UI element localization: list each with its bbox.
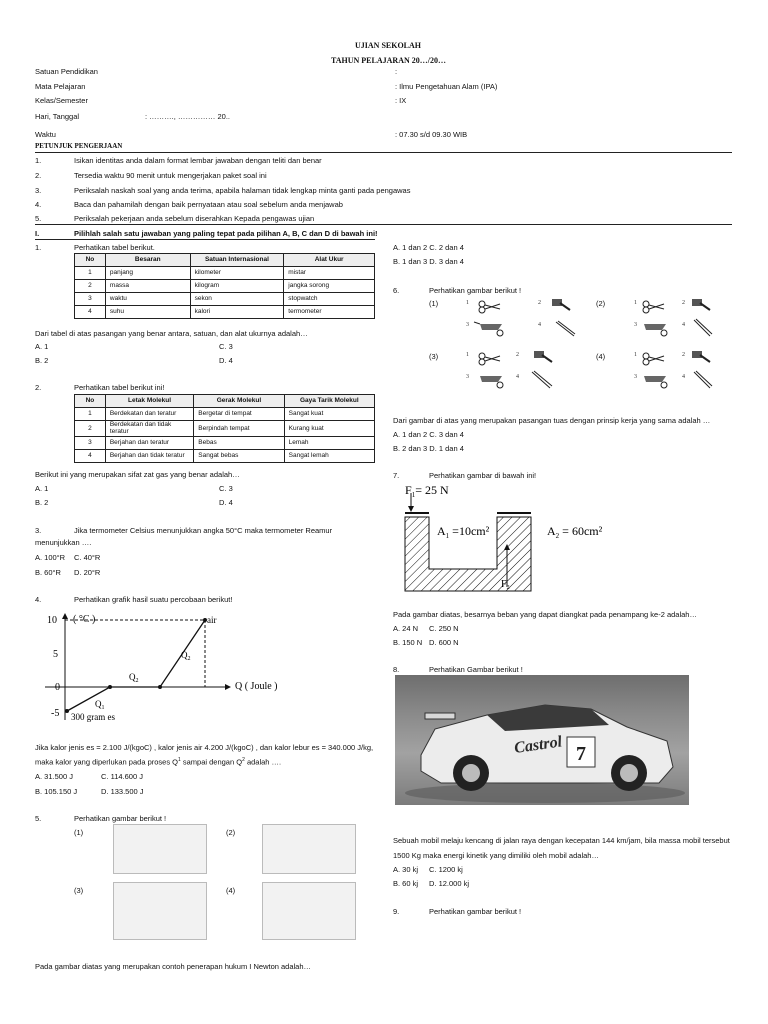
table-header-cell: Satuan Internasional <box>190 254 284 267</box>
table-cell: Berjahan dan tidak teratur <box>105 449 193 462</box>
q2-option-b[interactable]: B. 2 <box>35 498 49 507</box>
table-row <box>75 293 375 306</box>
q1-number: 1. <box>35 243 42 252</box>
tweezers-icon <box>694 319 712 336</box>
q9-number: 9. <box>393 907 400 916</box>
wheelbarrow-icon <box>480 376 503 388</box>
identity-kelas-label: Kelas/Semester <box>35 96 88 105</box>
y-tick-10: 10 <box>47 615 57 626</box>
q8-option-a[interactable]: A. 30 kj <box>393 865 419 874</box>
q8-intro: Perhatikan Gambar berikut ! <box>429 665 523 674</box>
table-row <box>75 449 375 462</box>
q6-question: Dari gambar di atas yang merupakan pasangan tuas dengan prinsip kerja yang sama adalah … <box>393 416 711 425</box>
q6-label-2: (2) <box>596 299 606 308</box>
identity-waktu-value: : 07.30 s/d 09.30 WIB <box>395 130 468 139</box>
q3-option-d[interactable]: D. 20°R <box>74 568 101 577</box>
q5-intro: Perhatikan gambar berikut ! <box>74 814 167 823</box>
table-cell: Bergetar di tempat <box>194 408 284 421</box>
q2-question: Berikut ini yang merupakan sifat zat gas yang benar adalah… <box>35 470 240 479</box>
section-number: I. <box>35 229 40 238</box>
table-row <box>75 280 375 293</box>
q6-label-1: (1) <box>429 299 439 308</box>
q4-option-d[interactable]: D. 133.500 J <box>101 787 144 796</box>
petunjuk-item-number: 5. <box>35 214 42 223</box>
svg-text:2: 2 <box>682 352 685 358</box>
table-row <box>75 306 375 319</box>
table-cell: kilogram <box>190 280 284 293</box>
identity-satuan-label: Satuan Pendidikan <box>35 67 98 76</box>
q3-number: 3. <box>35 526 42 535</box>
exam-year: TAHUN PELAJARAN 20…/20… <box>331 56 446 65</box>
table-cell: Sangat lemah <box>284 449 374 462</box>
q5-image-4 <box>262 882 356 940</box>
wheelbarrow-icon <box>644 376 667 388</box>
table-cell: suhu <box>105 306 190 319</box>
label-q2: $Q_2$ <box>129 672 139 684</box>
q8-option-b[interactable]: B. 60 kj <box>393 879 419 888</box>
svg-text:1: 1 <box>634 300 637 306</box>
table-cell: Kurang kuat <box>284 421 374 437</box>
q6-tools-2 <box>630 296 730 340</box>
divider <box>35 224 732 225</box>
q8-rally-car-photo <box>395 675 689 805</box>
table-cell: 3 <box>75 293 106 306</box>
q6-label-4: (4) <box>596 352 606 361</box>
q4-text-1: Jika kalor jenis es = 2.100 J/(kgoC) , kalor jenis air 4.200 J/(kgoC) , dan kalor lebur es = 340.000 J/kg, <box>35 743 374 752</box>
q5-question: Pada gambar diatas yang merupakan contoh penerapan hukum I Newton adalah… <box>35 962 312 971</box>
svg-text:1: 1 <box>466 300 469 306</box>
q5-label-4: (4) <box>226 886 236 895</box>
svg-text:4: 4 <box>538 322 541 328</box>
table-cell: termometer <box>284 306 375 319</box>
q5-label-2: (2) <box>226 828 236 837</box>
q7-option-b[interactable]: B. 150 N <box>393 638 423 647</box>
svg-text:4: 4 <box>682 374 685 380</box>
petunjuk-item-number: 2. <box>35 171 42 180</box>
petunjuk-item-number: 4. <box>35 200 42 209</box>
section-instruction: Pilihlah salah satu jawaban yang paling tepat pada pilihan A, B, C dan D di bawah ini! <box>74 229 378 238</box>
q6-options-1[interactable]: A. 1 dan 2 C. 3 dan 4 <box>393 430 464 439</box>
scissors-icon <box>479 353 500 365</box>
divider <box>35 239 375 240</box>
table-cell: mistar <box>284 267 375 280</box>
table-row <box>75 408 375 421</box>
bottle-opener-icon <box>692 299 710 310</box>
q2-intro: Perhatikan tabel berikut ini! <box>74 383 165 392</box>
bottle-opener-icon <box>552 299 570 310</box>
q8-option-d[interactable]: D. 12.000 kj <box>429 879 470 888</box>
q5-number: 5. <box>35 814 42 823</box>
q7-option-d[interactable]: D. 600 N <box>429 638 459 647</box>
table-cell: waktu <box>105 293 190 306</box>
petunjuk-item-number: 3. <box>35 186 42 195</box>
wheelbarrow-icon <box>644 324 667 336</box>
scissors-icon <box>643 353 664 365</box>
q6-options-2[interactable]: B. 2 dan 3 D. 1 dan 4 <box>393 444 464 453</box>
q2-option-d[interactable]: D. 4 <box>219 498 233 507</box>
table-cell: massa <box>105 280 190 293</box>
table-cell: Lemah <box>284 436 374 449</box>
q4-intro: Perhatikan grafik hasil suatu percobaan berikut! <box>74 595 233 604</box>
label-a2: $A_2 = 60cm^2$ <box>547 524 603 540</box>
identity-hari-label: Hari, Tanggal <box>35 112 80 121</box>
table-cell: 1 <box>75 267 106 280</box>
x-axis-label: Q ( Joule ) <box>235 681 278 692</box>
q8-option-c[interactable]: C. 1200 kj <box>429 865 463 874</box>
table-header-cell: No <box>75 395 106 408</box>
table-cell: kilometer <box>190 267 284 280</box>
table-cell: 2 <box>75 421 106 437</box>
q2-option-c[interactable]: C. 3 <box>219 484 233 493</box>
label-q1: $Q_1$ <box>95 699 105 711</box>
q7-hydraulic-diagram <box>393 483 693 598</box>
identity-mapel-value: : Ilmu Pengetahuan Alam (IPA) <box>395 82 498 91</box>
q2-option-a[interactable]: A. 1 <box>35 484 49 493</box>
table-cell: Sangat bebas <box>194 449 284 462</box>
scissors-icon <box>643 301 664 313</box>
q8-text-1: Sebuah mobil melaju kencang di jalan raya dengan kecepatan 144 km/jam, bila massa mobil tersebut <box>393 836 730 845</box>
table-row <box>75 421 375 437</box>
table-cell: Berdekatan dan teratur <box>105 408 193 421</box>
car-brand: Castrol <box>513 733 564 757</box>
q8-number: 8. <box>393 665 400 674</box>
y-tick-minus5: -5 <box>51 708 60 719</box>
table-cell: 4 <box>75 306 106 319</box>
q7-option-a[interactable]: A. 24 N <box>393 624 419 633</box>
q5-label-3: (3) <box>74 886 84 895</box>
q8-text-2: 1500 Kg maka energi kinetik yang dimiliki oleh mobil adalah… <box>393 851 599 860</box>
q2-number: 2. <box>35 383 42 392</box>
table-row <box>75 436 375 449</box>
label-f2: $F_2$ <box>501 579 510 591</box>
svg-text:4: 4 <box>682 322 685 328</box>
svg-text:3: 3 <box>466 322 469 328</box>
petunjuk-item-number: 1. <box>35 156 42 165</box>
q5-image-1 <box>113 824 207 874</box>
svg-text:4: 4 <box>516 374 519 380</box>
car-number: 7 <box>576 743 586 765</box>
q7-question: Pada gambar diatas, besarnya beban yang dapat diangkat pada penampang ke-2 adalah… <box>393 610 697 619</box>
tweezers-icon <box>556 321 575 336</box>
svg-text:1: 1 <box>634 352 637 358</box>
q1-option-b[interactable]: B. 2 <box>35 356 49 365</box>
petunjuk-item-text: Periksalah naskah soal yang anda terima, apabila halaman tidak lengkap minta ganti pada pengawas <box>74 186 411 195</box>
table-header-cell: Alat Ukur <box>284 254 375 267</box>
q4-number: 4. <box>35 595 42 604</box>
q3-text-1: Jika termometer Celsius menunjukkan angka 50°C maka termometer Reamur <box>74 526 333 535</box>
q6-tools-1 <box>460 296 580 340</box>
q4-option-b[interactable]: B. 105.150 J <box>35 787 78 796</box>
q5-image-3 <box>113 882 207 940</box>
exam-title: UJIAN SEKOLAH <box>355 41 422 50</box>
q3-option-a[interactable]: A. 100°R <box>35 553 66 562</box>
table-cell: Berdekatan dan tidak teratur <box>105 421 193 437</box>
bottle-opener-icon <box>534 351 552 362</box>
q1-table <box>74 253 375 319</box>
q1-option-d[interactable]: D. 4 <box>219 356 233 365</box>
table-cell: Berjahan dan teratur <box>105 436 193 449</box>
svg-text:1: 1 <box>466 352 469 358</box>
scissors-icon <box>479 301 500 313</box>
q3-option-b[interactable]: B. 60°R <box>35 568 61 577</box>
svg-text:3: 3 <box>634 322 637 328</box>
q7-intro: Perhatikan gambar di bawah ini! <box>429 471 537 480</box>
y-tick-5: 5 <box>53 649 58 660</box>
q1-cont-options-2[interactable]: B. 1 dan 3 D. 3 dan 4 <box>393 257 464 266</box>
q5-label-1: (1) <box>74 828 84 837</box>
q3-option-c[interactable]: C. 40°R <box>74 553 101 562</box>
point-start <box>65 709 69 713</box>
q9-intro: Perhatikan gambar berikut ! <box>429 907 522 916</box>
table-cell: jangka sorong <box>284 280 375 293</box>
q4-heating-graph <box>35 608 335 728</box>
table-header-cell: Besaran <box>105 254 190 267</box>
label-q3: $Q_2$ <box>181 650 191 662</box>
bottle-opener-icon <box>692 351 710 362</box>
table-header-cell: No <box>75 254 106 267</box>
table-cell: 3 <box>75 436 106 449</box>
petunjuk-item-text: Periksalah pekerjaan anda sebelum diserahkan Kepada pengawas ujian <box>74 214 315 223</box>
identity-mapel-label: Mata Pelajaran <box>35 82 86 91</box>
table-header-row <box>75 395 375 408</box>
svg-text:3: 3 <box>466 374 469 380</box>
q7-number: 7. <box>393 471 400 480</box>
identity-kelas-value: : IX <box>395 96 407 105</box>
table-cell: Sangat kuat <box>284 408 374 421</box>
q4-text-2: maka kalor yang diperlukan pada proses $Q^1$ sampai dengan $Q^2$ adalah …. <box>35 757 282 767</box>
svg-text:2: 2 <box>538 300 541 306</box>
table-cell: Bebas <box>194 436 284 449</box>
table-row <box>75 267 375 280</box>
wheelbarrow-icon <box>474 322 503 336</box>
y-tick-0: 0 <box>55 682 60 693</box>
tweezers-icon <box>532 371 552 388</box>
point-q1 <box>108 685 112 689</box>
petunjuk-item-text: Tersedia waktu 90 menit untuk mengerjakan paket soal ini <box>74 171 267 180</box>
label-a1: $A_1 =10cm^2$ <box>437 524 490 540</box>
q1-cont-options-1[interactable]: A. 1 dan 2 C. 2 dan 4 <box>393 243 464 252</box>
table-cell: 4 <box>75 449 106 462</box>
label-air: air <box>207 615 217 625</box>
table-header-cell: Gaya Tarik Molekul <box>284 395 374 408</box>
label-es: 300 gram es <box>71 712 115 722</box>
q6-tools-3 <box>460 348 580 392</box>
petunjuk-item-text: Baca dan pahamilah dengan baik pernyataan atau soal sebelum anda menjawab <box>74 200 343 209</box>
table-header-cell: Gerak Molekul <box>194 395 284 408</box>
petunjuk-heading: PETUNJUK PENGERJAAN <box>35 142 123 150</box>
q2-table <box>74 394 375 463</box>
table-cell: stopwatch <box>284 293 375 306</box>
identity-hari-value: : ………., …………… 20.. <box>145 112 231 121</box>
q1-option-c[interactable]: C. 3 <box>219 342 233 351</box>
svg-text:3: 3 <box>634 374 637 380</box>
petunjuk-item-text: Isikan identitas anda dalam format lembar jawaban dengan teliti dan benar <box>74 156 322 165</box>
q1-option-a[interactable]: A. 1 <box>35 342 49 351</box>
q6-label-3: (3) <box>429 352 439 361</box>
q6-tools-4 <box>630 348 730 392</box>
heating-curve <box>67 620 205 711</box>
table-cell: 2 <box>75 280 106 293</box>
table-cell: panjang <box>105 267 190 280</box>
table-header-row <box>75 254 375 267</box>
table-cell: sekon <box>190 293 284 306</box>
table-cell: Berpindah tempat <box>194 421 284 437</box>
svg-text:2: 2 <box>682 300 685 306</box>
svg-text:2: 2 <box>516 352 519 358</box>
table-cell: 1 <box>75 408 106 421</box>
divider <box>35 152 732 153</box>
table-cell: kalori <box>190 306 284 319</box>
label-f1: $F_1= 25$ N <box>405 483 449 499</box>
q7-option-c[interactable]: C. 250 N <box>429 624 459 633</box>
q6-intro: Perhatikan gambar berikut ! <box>429 286 522 295</box>
rally-car-image <box>395 675 689 805</box>
identity-waktu-label: Waktu <box>35 130 56 139</box>
tweezers-icon <box>694 371 712 388</box>
identity-satuan-value: : <box>395 67 398 76</box>
q4-option-c[interactable]: C. 114.600 J <box>101 772 143 781</box>
q1-question: Dari tabel di atas pasangan yang benar antara, satuan, dan alat ukurnya adalah… <box>35 329 308 338</box>
table-header-cell: Letak Molekul <box>105 395 193 408</box>
y-axis-label: ( °C ) <box>73 614 96 625</box>
q5-image-2 <box>262 824 356 874</box>
q1-intro: Perhatikan tabel berikut. <box>74 243 155 252</box>
q3-text-2: menunjukkan …. <box>35 538 92 547</box>
q6-number: 6. <box>393 286 400 295</box>
q4-option-a[interactable]: A. 31.500 J <box>35 772 73 781</box>
point-q2 <box>158 685 162 689</box>
